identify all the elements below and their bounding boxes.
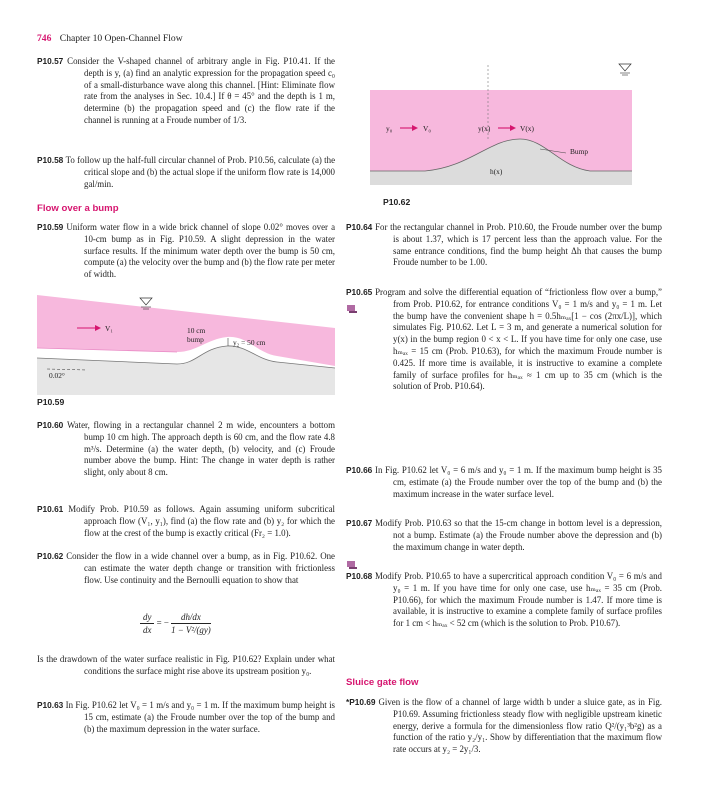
label-y0: y₀ bbox=[386, 124, 393, 133]
problem-p10-64: P10.64 For the rectangular channel in Prob. P10.60, the Froude number over the bump is about 1.37, which is 17 percent less than the approach value. For the same entrance conditions, find the bump height Δh that causes the bump Froude number to be 1.00. bbox=[346, 222, 662, 268]
label-bump: Bump bbox=[570, 147, 589, 156]
problem-p10-65: P10.65 Program and solve the differential equation of “frictionless flow over a bump,” from Prob. P10.62, for entrance conditions V₀ = 1 m/s and y₀ = 1 m. Let the bump have the convenient shape h = 0.5hₘₐₓ[1 − cos (2πx/L)], which simulates Fig. P10.62. Let L = 3 m, and generate a numerical solution for y(x) in the bump region 0 < x < L. If you have time for only one case, use hₘₐₓ = 15 cm (Prob. P10.63), for which the maximum Froude number is 0.425. If more time is available, it is instructive to examine a complete family of surface profiles for hₘₐₓ ≈ 1 cm up to 35 cm (which is the solution of Prob. P10.64). bbox=[346, 287, 662, 392]
problem-p10-62-continued: Is the drawdown of the water surface realistic in Fig. P10.62? Explain under what conditions the surface might rise above its upstream position y₀. bbox=[37, 654, 335, 676]
figure-caption-p10-59: P10.59 bbox=[37, 397, 65, 407]
figure-p10-62 bbox=[370, 57, 632, 192]
label-hx: h(x) bbox=[490, 167, 503, 176]
page-number: 746 bbox=[37, 33, 52, 44]
page-header bbox=[37, 33, 183, 44]
problem-p10-61: P10.61 Modify Prob. P10.59 as follows. Again assuming uniform subcritical approach flow (V₁, y₁), find (a) the flow rate and (b) y₂ for which the flow at the crest of the bump is exactly critical (Fr₂ = 1.0). bbox=[37, 504, 335, 538]
problem-p10-63: P10.63 In Fig. P10.62 let V₀ = 1 m/s and y₀ = 1 m. If the maximum bump height is 15 cm, estimate (a) the Froude number over the top of the bump and (b) the maximum depression in the water surface. bbox=[37, 700, 336, 734]
section-heading-flow-over-bump: Flow over a bump bbox=[37, 203, 119, 214]
computer-icon bbox=[346, 560, 359, 570]
problem-p10-58: P10.58 To follow up the half-full circular channel of Prob. P10.56, calculate (a) the critical slope and (b) the actual slope if the uniform flow rate is 14,000 gal/min. bbox=[37, 155, 336, 189]
figure-caption-p10-62: P10.62 bbox=[383, 197, 411, 207]
label-y2: y₂ = 50 cm bbox=[233, 338, 266, 347]
section-heading-sluice-gate: Sluice gate flow bbox=[346, 677, 419, 688]
problem-p10-60: P10.60 Water, flowing in a rectangular channel 2 m wide, encounters a bottom bump 10 cm high. The approach depth is 60 cm, and the flow rate 4.8 m³/s. Determine (a) the water depth, (b) velocity, and (c) Froude number above the bump. Hint: The change in water depth is rather slight, only about 8 cm. bbox=[37, 420, 335, 478]
chapter-title: Chapter 10 Open-Channel Flow bbox=[59, 33, 183, 44]
equation-dy-dx: $\frac{dy}{dx}$ = − $\frac{dh/dx}{\text{1 − V²/(gy)}}$ bbox=[140, 612, 211, 635]
label-slope: 0.02° bbox=[49, 371, 65, 380]
problem-p10-69: *P10.69 Given is the flow of a channel of large width b under a sluice gate, as in Fig. P10.69. Assuming frictionless steady flow with negligible upstream kinetic energy, derive a formula for the dimensionless flow ratio Q²/(y₁³b²g) as a function of the ratio y₂/y₁. Show by differentiation that the maximum flow rate occurs at y₂ = 2y₁/3. bbox=[346, 697, 662, 755]
problem-p10-67: P10.67 Modify Prob. P10.63 so that the 15-cm change in bottom level is a depression, not a bump. Estimate (a) the Froude number above the depression and (b) the maximum change in water depth. bbox=[346, 518, 662, 552]
problem-p10-68: P10.68 Modify Prob. P10.65 to have a supercritical approach condition V₀ = 6 m/s and y₀ = 1 m. If you have time for only one case, use hₘₐₓ = 35 cm (Prob. P10.66), for which the maximum Froude number is 1.47. If more time is available, it is instructive to examine a complete family of surface profiles for 1 cm < hₘₐₓ < 52 cm (which is the solution to Prob. P10.67). bbox=[346, 571, 662, 629]
problem-p10-62: P10.62 Consider the flow in a wide channel over a bump, as in Fig. P10.62. One can estimate the water depth change or transition with frictionless flow. Use continuity and the Bernoulli equation to show that bbox=[37, 551, 335, 585]
label-v1: V₁ bbox=[105, 324, 113, 333]
figure-p10-59 bbox=[37, 290, 335, 395]
label-vx: V(x) bbox=[520, 124, 534, 133]
problem-p10-57: P10.57 Consider the V-shaped channel of arbitrary angle in Fig. P10.41. If the depth is y, (a) find an analytic expression for the propagation speed c₀ of a small-disturbance wave along this channel. [Hint: Eliminate flow rate from the analyses in Sec. 10.4.] If θ = 45° and the depth is 1 m, determine (b) the propagation speed and (c) the flow rate if the channel is running at a Froude number of 1/3. bbox=[37, 56, 335, 125]
label-v0: V₀ bbox=[423, 124, 431, 133]
water-level-icon bbox=[140, 298, 152, 305]
label-yx: y(x) bbox=[478, 124, 491, 133]
water-level-icon bbox=[619, 64, 631, 71]
problem-p10-59: P10.59 Uniform water flow in a wide brick channel of slope 0.02° moves over a 10-cm bump as in Fig. P10.59. A slight depression in the water surface results. If the minimum water depth over the bump is 50 cm, compute (a) the velocity over the bump and (b) the flow rate per meter of width. bbox=[37, 222, 336, 280]
computer-icon bbox=[346, 304, 359, 314]
label-bump: bump bbox=[187, 335, 204, 344]
problem-p10-66: P10.66 In Fig. P10.62 let V₀ = 6 m/s and y₀ = 1 m. If the maximum bump height is 35 cm, estimate (a) the Froude number over the top of the bump and (b) the maximum increase in the water surface level. bbox=[346, 465, 662, 499]
label-bump-height: 10 cm bbox=[187, 326, 206, 335]
